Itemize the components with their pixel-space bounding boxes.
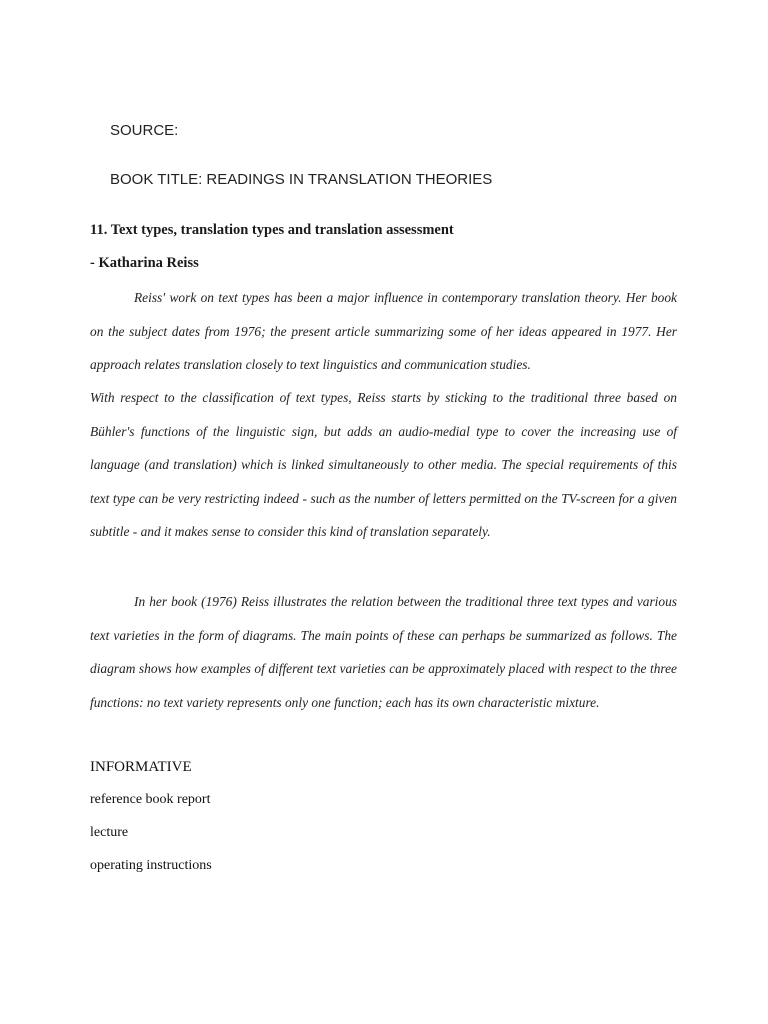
paragraph-2: With respect to the classification of text types, Reiss starts by sticking to the traditional three based on Bühler's functions of the linguistic sign, but adds an audio-medial type to cover the increasing use of language (and translation) which is linked simultaneously to other media. The special requirements of this text type can be very restricting indeed - such as the number of letters permitted on the TV-screen for a given subtitle - and it makes sense to consider this kind of translation separately. (90, 390, 677, 539)
chapter-title: 11. Text types, translation types and translation assessment (90, 222, 454, 238)
list-item: reference book report (90, 792, 211, 807)
paragraph-1: Reiss' work on text types has been a major influence in contemporary translation theory. Her book on the subject dates from 1976; the present article summarizing some of her ideas appeared in 1977. Her approach relates translation closely to text linguistics and communication studies. (90, 290, 677, 372)
paragraph-3: In her book (1976) Reiss illustrates the relation between the traditional three text types and various text varieties in the form of diagrams. The main points of these can perhaps be summarized as follows. The diagram shows how examples of different text varieties can be approximately placed with respect to the three functions: no text variety represents only one function; each has its own characteristic mixture. (90, 594, 677, 710)
author-name: - Katharina Reiss (90, 255, 199, 271)
list-heading: INFORMATIVE (90, 759, 192, 775)
book-title: BOOK TITLE: READINGS IN TRANSLATION THEORIES (110, 171, 493, 188)
list-item: lecture (90, 825, 129, 840)
list-item: operating instructions (90, 858, 212, 873)
source-label: SOURCE: (110, 122, 179, 139)
